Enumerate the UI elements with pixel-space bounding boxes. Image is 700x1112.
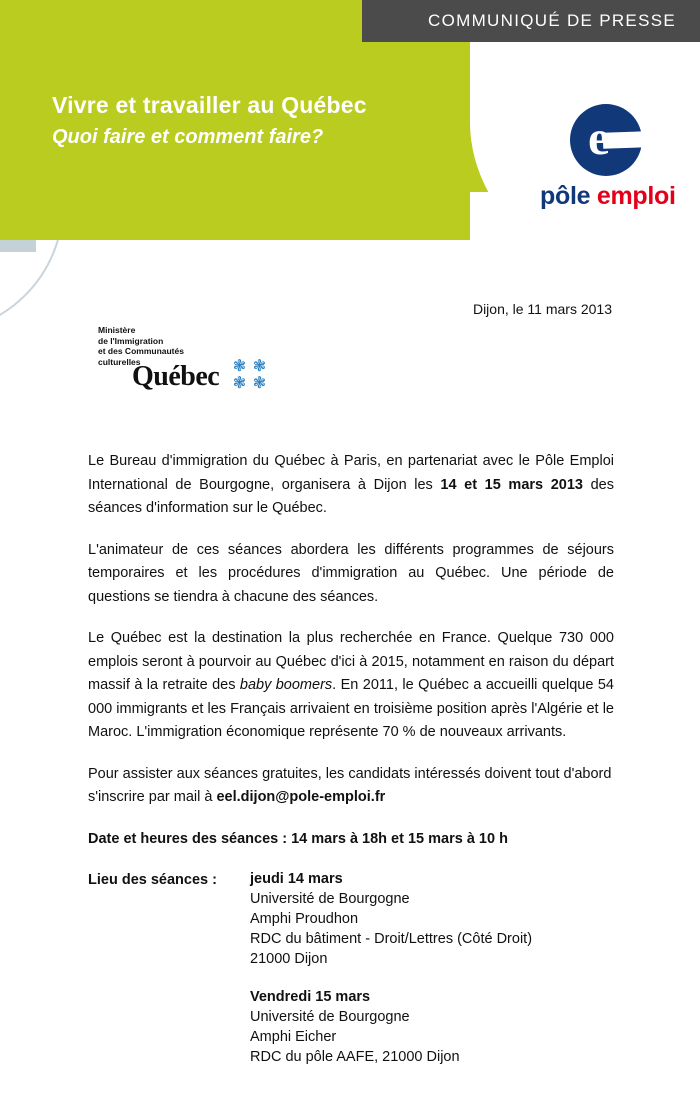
quebec-ministry-logo bbox=[98, 325, 298, 403]
pole-emploi-logo bbox=[540, 104, 700, 224]
pole-emploi-wordmark bbox=[540, 182, 676, 211]
venue-2-title: Vendredi 15 mars bbox=[250, 989, 371, 1005]
fleur-de-lys-1: ❃ bbox=[232, 358, 247, 375]
dateline: Dijon, le 11 mars 2013 bbox=[472, 301, 612, 317]
paragraph-1-part-a: Le Bureau d'immigration du Québec à Paris, en partenariat avec le Pôle Emploi International de Bourgogne, organisera à Dijon les bbox=[88, 453, 614, 493]
quebec-ministry-line-3: et des Communautés bbox=[98, 346, 184, 356]
quebec-wordmark: Québec bbox=[132, 361, 220, 392]
venue-2-line-2: Amphi Eicher bbox=[250, 1029, 337, 1045]
quebec-ministry-line-4: culturelles bbox=[98, 356, 141, 367]
paragraph-3-part-c: . En 2011, le Québec a accueilli quelque 54 000 immigrants et les Français arrivaient en troisième position après l'Algérie et le Maroc. L'immigration économique représente 70 % de nouveaux arrivants. bbox=[88, 677, 614, 740]
paragraph-3-part-a: Le Québec est la destination la plus recherchée en France. Quelque 730 000 emplois seront à pourvoir au Québec d'ici à 2015, notamment en raison du départ massif à la retraite des bbox=[88, 630, 614, 693]
pole-emploi-word-pole: pôle bbox=[540, 182, 597, 210]
topbar-label: COMMUNIQUÉ DE PRESSE bbox=[428, 11, 676, 30]
venue-2-line-1: Université de Bourgogne bbox=[250, 1009, 410, 1025]
venue-1-line-1: Université de Bourgogne bbox=[250, 891, 410, 907]
quebec-fleur-de-lys-icon bbox=[232, 359, 284, 393]
banner-subtitle: Quoi faire et comment faire? bbox=[52, 126, 324, 148]
venues-label: Lieu des séances : bbox=[88, 872, 217, 888]
dates-and-times-line: Date et heures des séances : 14 mars à 18h et 15 mars à 10 h bbox=[88, 830, 508, 847]
pole-emploi-word-emploi: emploi bbox=[596, 182, 676, 210]
paragraph-1-part-c: des séances d'information sur le Québec. bbox=[88, 476, 614, 516]
fleur-de-lys-4: ❃ bbox=[252, 375, 267, 392]
left-curve-decoration bbox=[0, 240, 60, 330]
contact-email[interactable]: eel.dijon@pole-emploi.fr bbox=[216, 789, 386, 805]
venue-1-line-4: 21000 Dijon bbox=[250, 951, 328, 967]
paragraph-1-dates: 14 et 15 mars 2013 bbox=[440, 476, 583, 493]
venues-section bbox=[88, 869, 614, 1067]
paragraph-3 bbox=[88, 627, 614, 745]
left-curve-line bbox=[0, 240, 60, 330]
venue-2-line-3: RDC du pôle AAFE, 21000 Dijon bbox=[250, 1049, 460, 1065]
paragraph-1 bbox=[88, 450, 614, 521]
venue-1-line-2: Amphi Proudhon bbox=[250, 911, 359, 927]
paragraph-4 bbox=[88, 763, 614, 810]
venue-1-line-3: RDC du bâtiment - Droit/Lettres (Côté Droit) bbox=[250, 931, 533, 947]
topbar-green-block bbox=[0, 0, 362, 42]
paragraph-2: L'animateur de ces séances abordera les différents programmes de séjours temporaires et les procédures d'immigration au Québec. Une période de questions se tiendra à chacune des séances. bbox=[88, 541, 614, 605]
press-release-topbar bbox=[0, 0, 700, 42]
press-release-body bbox=[88, 450, 614, 1067]
venue-1-title: jeudi 14 mars bbox=[250, 871, 343, 887]
quebec-ministry-line-2: de l'Immigration bbox=[98, 335, 164, 346]
venue-1 bbox=[250, 869, 614, 1067]
pole-emploi-letter-e: e bbox=[588, 110, 610, 165]
fleur-de-lys-3: ❃ bbox=[232, 375, 247, 392]
banner-title: Vivre et travailler au Québec bbox=[52, 92, 367, 118]
quebec-ministry-line-1: Ministère bbox=[98, 325, 136, 335]
paragraph-3-italic: baby boomers bbox=[239, 677, 333, 693]
fleur-de-lys-2: ❃ bbox=[252, 358, 267, 375]
venue-spacer bbox=[250, 969, 614, 987]
paragraph-4-part-a: Pour assister aux séances gratuites, les candidats intéressés doivent tout d'abord s'inscrire par mail à bbox=[88, 765, 612, 805]
